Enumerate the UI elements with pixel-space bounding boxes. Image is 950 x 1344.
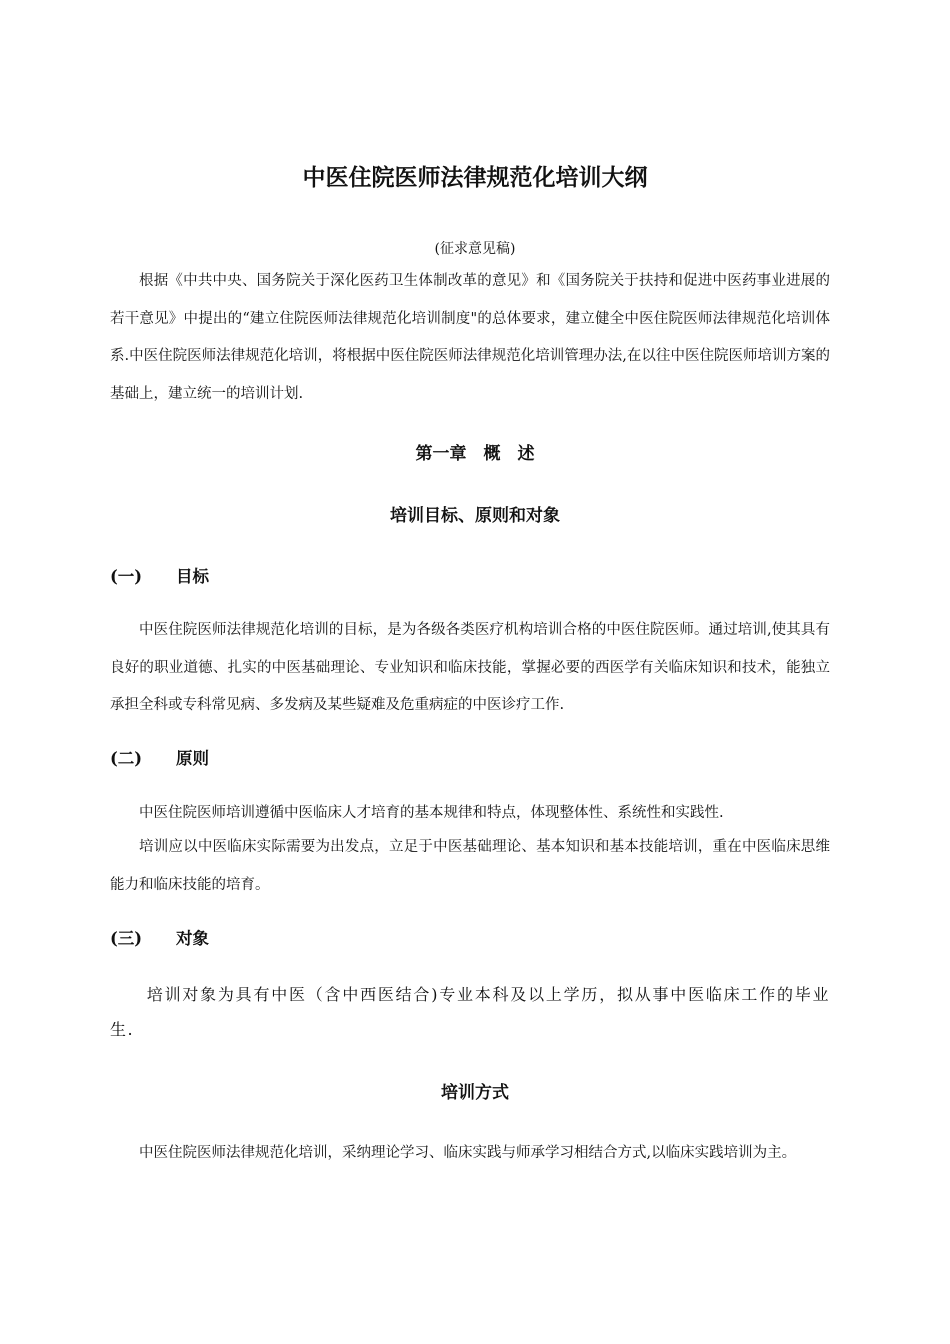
intro-paragraph: 根据《中共中央、国务院关于深化医药卫生体制改革的意见》和《国务院关于扶持和促进中医药事业进展的若干意见》中提出的“建立住院医师法律规范化培训制度"的总体要求，建立健全中医住院医师法律规范化培训体系.中医住院医师法律规范化培训，将根据中医住院医师法律规范化培训管理办法,在以往中医住院医师培训方案的基础上，建立统一的培训计划. <box>110 273 830 402</box>
goal-heading <box>110 564 209 590</box>
goal-label: 目标 <box>176 567 209 586</box>
target-label: 对象 <box>176 929 209 948</box>
document-subtitle: (征求意见稿) <box>434 241 516 257</box>
method-heading: 培训方式 <box>441 1083 509 1103</box>
principle-label: 原则 <box>176 749 209 768</box>
principle-paragraph-1: 中医住院医师培训遵循中医临床人才培育的基本规律和特点，体现整体性、系统性和实践性. <box>139 805 724 821</box>
principle-paragraph-2: 培训应以中医临床实际需要为出发点，立足于中医基础理论、基本知识和基本技能培训，重在中医临床思维能力和临床技能的培育。 <box>110 839 830 893</box>
section-heading: 培训目标、原则和对象 <box>390 506 560 526</box>
target-number: (三) <box>110 929 143 948</box>
target-heading <box>110 926 209 952</box>
method-paragraph: 中医住院医师法律规范化培训，采纳理论学习、临床实践与师承学习相结合方式,以临床实践培训为主。 <box>139 1145 797 1161</box>
goal-paragraph: 中医住院医师法律规范化培训的目标，是为各级各类医疗机构培训合格的中医住院医师。通过培训,使其具有良好的职业道德、扎实的中医基础理论、专业知识和临床技能，掌握必要的西医学有关临床知识和技术，能独立承担全科或专科常见病、多发病及某些疑难及危重病症的中医诊疗工作. <box>110 622 830 713</box>
document-title: 中医住院医师法律规范化培训大纲 <box>302 165 648 191</box>
target-paragraph: 培训对象为具有中医（含中西医结合)专业本科及以上学历，拟从事中医临床工作的毕业生. <box>110 985 830 1039</box>
principle-number: (二) <box>110 749 143 768</box>
goal-number: (一) <box>110 567 143 586</box>
principle-heading <box>110 746 209 772</box>
chapter-heading: 第一章 概 述 <box>415 444 535 464</box>
